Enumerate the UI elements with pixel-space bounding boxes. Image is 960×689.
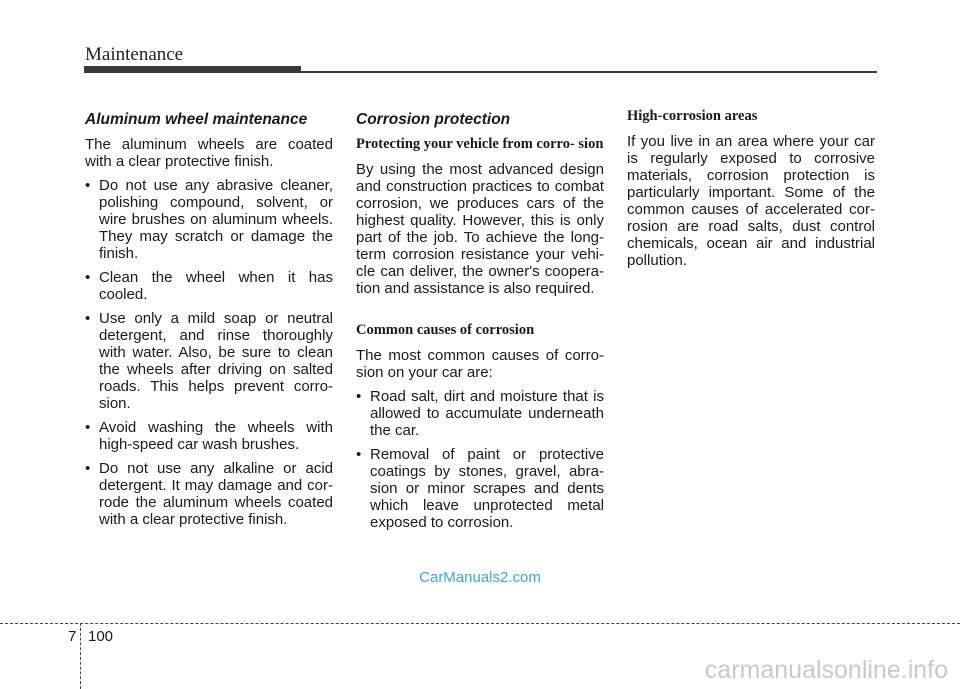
watermark-link[interactable]: CarManuals2.com: [419, 569, 541, 586]
header-rule-thick: [84, 66, 301, 73]
subheading-common-causes: Common causes of corrosion: [356, 322, 535, 338]
list-item: • Removal of paint or protective coatings by stones, gravel, abra- sion or minor scrapes and dents which leave unprotected metal exposed to corrosion.: [356, 446, 604, 531]
subheading-protecting: Protecting your vehicle from corro- sion: [356, 136, 604, 152]
column-high-corrosion: [627, 108, 875, 276]
footer-dashed-divider: [80, 623, 81, 689]
site-watermark: carmanualsonline.info: [704, 656, 948, 684]
aluminum-intro: The aluminum wheels are coated with a clear protective finish.: [85, 136, 333, 170]
subheading-high-corrosion: High-corrosion areas: [627, 108, 758, 124]
list-item: • Road salt, dirt and moisture that is allowed to accumulate underneath the car.: [356, 388, 604, 439]
high-corrosion-paragraph: If you live in an area where your car is regularly exposed to corrosive materials, corrosion protection is particularly important. Some of the common causes of accelerated cor- rosion are road salts, dust control chemicals, ocean air and industrial pollution.: [627, 133, 875, 269]
footer-dashed-rule: [0, 623, 960, 624]
header-rule-thin: [301, 71, 877, 73]
column-aluminum-wheels: [85, 108, 333, 535]
corrosion-paragraph-1: By using the most advanced design and construction practices to combat corrosion, we produces cars of the highest quality. However, this is only part of the job. To achieve the long- term corrosion resistance your vehi- cle can deliver, the owner's coopera- tion and assistance is also required.: [356, 161, 604, 297]
chapter-number: 7: [68, 628, 77, 645]
aluminum-bullet-list: [85, 177, 333, 528]
section-heading-corrosion: Corrosion protection: [356, 111, 511, 128]
list-item: • Use only a mild soap or neutral detergent, and rinse thoroughly with water. Also, be sure to clean the wheels after driving on salted roads. This helps prevent corro- sion.: [85, 310, 333, 412]
list-item: • Clean the wheel when it has cooled.: [85, 269, 333, 303]
list-item: • Do not use any alkaline or acid detergent. It may damage and cor- rode the aluminum wheels coated with a clear protective finish.: [85, 460, 333, 528]
corrosion-bullet-list: [356, 388, 604, 531]
list-item: • Avoid washing the wheels with high-speed car wash brushes.: [85, 419, 333, 453]
corrosion-paragraph-2: The most common causes of corro- sion on your car are:: [356, 347, 604, 381]
page-number: 100: [88, 628, 114, 645]
section-heading-aluminum: Aluminum wheel maintenance: [85, 111, 308, 128]
column-corrosion-protection: [356, 108, 604, 538]
page-header-title: Maintenance: [85, 44, 184, 65]
list-item: • Do not use any abrasive cleaner, polishing compound, solvent, or wire brushes on aluminum wheels. They may scratch or damage the finish.: [85, 177, 333, 262]
